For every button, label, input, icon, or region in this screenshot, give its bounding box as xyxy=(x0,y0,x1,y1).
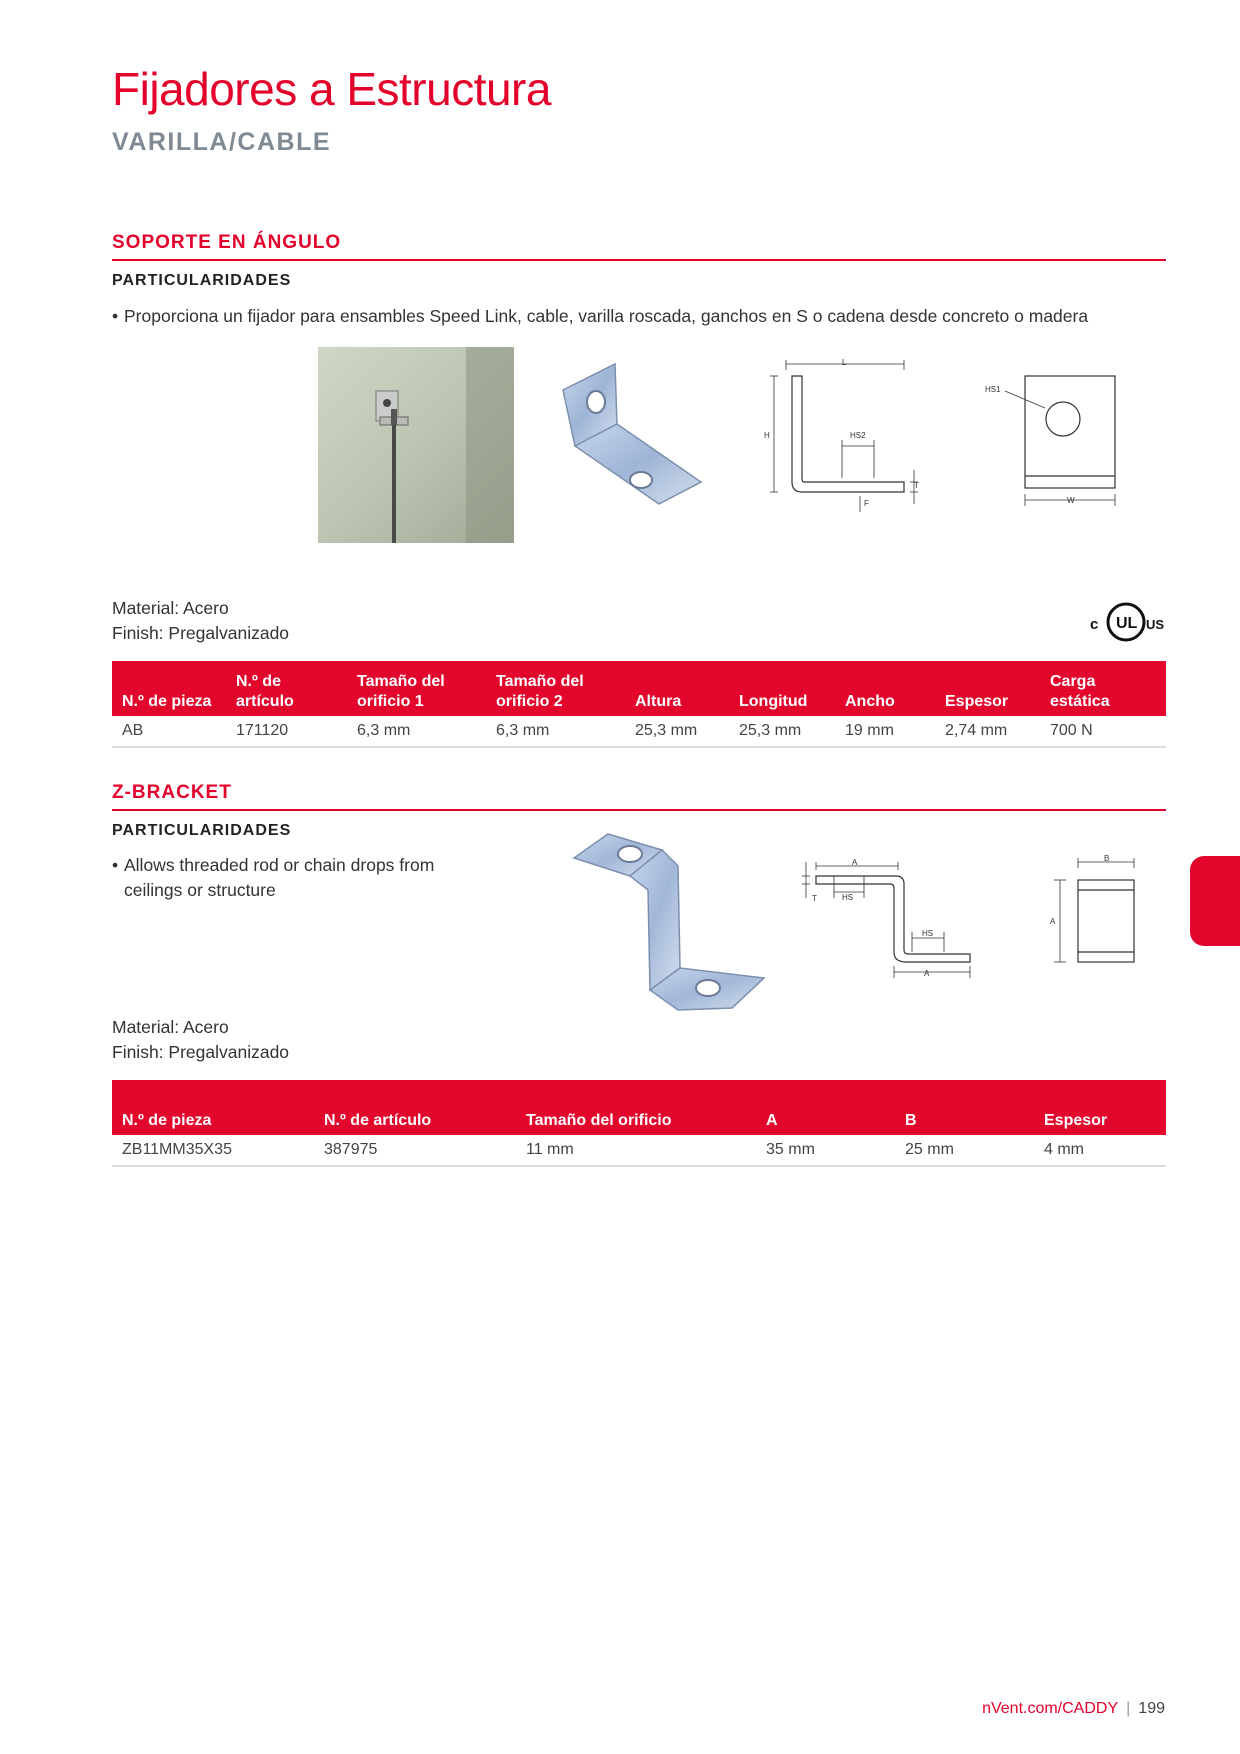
ul-certification-logo xyxy=(1088,600,1166,644)
table-cell: 171120 xyxy=(226,716,347,747)
column-header: Tamaño del orificio 2 xyxy=(486,661,625,716)
dimension-label-t: T xyxy=(914,481,919,490)
column-header: N.º de artículo xyxy=(314,1080,516,1135)
table-row xyxy=(112,716,1166,747)
features-heading: PARTICULARIDADES xyxy=(112,272,292,289)
feature-bullet: • Allows threaded rod or chain drops from ceilings or structure xyxy=(112,855,435,900)
column-header: B xyxy=(895,1080,1034,1135)
table-cell: 4 mm xyxy=(1034,1135,1166,1166)
column-header: Espesor xyxy=(1034,1080,1166,1135)
section-divider xyxy=(112,809,1166,811)
finish-text: Finish: Pregalvanizado xyxy=(112,623,290,643)
dimension-label-hs: HS xyxy=(842,893,854,902)
dimension-label-hs1: HS1 xyxy=(985,385,1001,394)
table-header-row xyxy=(112,1080,1166,1135)
feature-text: Allows threaded rod or chain drops from xyxy=(124,855,435,875)
dimension-label-hs2: HS2 xyxy=(850,431,866,440)
finish-text: Finish: Pregalvanizado xyxy=(112,1042,290,1062)
dimension-label-hs: HS xyxy=(922,929,934,938)
column-header: A xyxy=(756,1080,895,1135)
dimension-label-h: H xyxy=(764,431,770,440)
column-header: N.º de artículo xyxy=(226,661,347,716)
dimension-label-l: L xyxy=(842,358,847,367)
dimension-label-a: A xyxy=(852,858,858,867)
angle-bracket-spec-table xyxy=(112,661,1166,748)
z-bracket-side-diagram xyxy=(798,852,976,982)
section-divider xyxy=(112,259,1166,261)
column-header: Espesor xyxy=(935,661,1040,716)
material-text: Material: Acero xyxy=(112,598,229,618)
angle-bracket-side-diagram xyxy=(764,356,926,516)
table-header-row xyxy=(112,661,1166,716)
table-cell: 2,74 mm xyxy=(935,716,1040,747)
chapter-side-tab xyxy=(1190,856,1240,946)
table-cell: 25,3 mm xyxy=(729,716,835,747)
footer-site-link[interactable]: nVent.com/CADDY xyxy=(982,1700,1119,1717)
column-header: Ancho xyxy=(835,661,935,716)
svg-text:UL: UL xyxy=(1116,615,1138,632)
table-cell: 19 mm xyxy=(835,716,935,747)
table-cell: 6,3 mm xyxy=(486,716,625,747)
page-subtitle: VARILLA/CABLE xyxy=(112,128,332,156)
footer-separator: | xyxy=(1126,1700,1131,1717)
table-cell: 6,3 mm xyxy=(347,716,486,747)
column-header: Tamaño del orificio xyxy=(516,1080,756,1135)
column-header: Longitud xyxy=(729,661,835,716)
column-header: N.º de pieza xyxy=(112,661,226,716)
dimension-label-a: A xyxy=(924,969,930,978)
dimension-label-t: T xyxy=(812,894,817,903)
table-cell: 387975 xyxy=(314,1135,516,1166)
column-header: N.º de pieza xyxy=(112,1080,314,1135)
table-cell: 11 mm xyxy=(516,1135,756,1166)
column-header: Altura xyxy=(625,661,729,716)
table-cell: 25,3 mm xyxy=(625,716,729,747)
z-bracket-spec-table xyxy=(112,1080,1166,1167)
feature-bullet: • Proporciona un fijador para ensambles Speed Link, cable, varilla roscada, ganchos en S o cadena desde concreto o madera xyxy=(112,306,1089,326)
svg-text:US: US xyxy=(1146,617,1165,632)
dimension-label-f: F xyxy=(864,499,869,508)
features-heading: PARTICULARIDADES xyxy=(112,822,292,839)
dimension-label-b: B xyxy=(1104,854,1110,863)
z-bracket-front-diagram xyxy=(1048,852,1138,968)
dimension-label-a: A xyxy=(1050,917,1056,926)
page-number: 199 xyxy=(1138,1700,1165,1717)
section-heading-angle-bracket: SOPORTE EN ÁNGULO xyxy=(112,232,342,253)
table-cell: 35 mm xyxy=(756,1135,895,1166)
page-footer xyxy=(982,1700,1165,1718)
feature-text: Proporciona un fijador para ensambles Speed Link, cable, varilla roscada, ganchos en S o cadena desde concreto o madera xyxy=(124,306,1089,326)
z-bracket-photo xyxy=(568,828,780,1018)
table-cell: 25 mm xyxy=(895,1135,1034,1166)
material-text: Material: Acero xyxy=(112,1017,229,1037)
page-title: Fijadores a Estructura xyxy=(112,63,551,115)
column-header: Carga estática xyxy=(1040,661,1166,716)
column-header: Tamaño del orificio 1 xyxy=(347,661,486,716)
section-heading-z-bracket: Z-BRACKET xyxy=(112,782,232,803)
table-row xyxy=(112,1135,1166,1166)
dimension-label-w: W xyxy=(1067,496,1075,505)
angle-bracket-photo xyxy=(555,362,705,512)
table-cell: ZB11MM35X35 xyxy=(112,1135,314,1166)
table-cell: 700 N xyxy=(1040,716,1166,747)
installed-bracket-photo xyxy=(318,347,514,543)
svg-text:c: c xyxy=(1090,616,1099,633)
table-cell: AB xyxy=(112,716,226,747)
feature-text: ceilings or structure xyxy=(124,880,276,900)
angle-bracket-front-diagram xyxy=(975,368,1125,518)
